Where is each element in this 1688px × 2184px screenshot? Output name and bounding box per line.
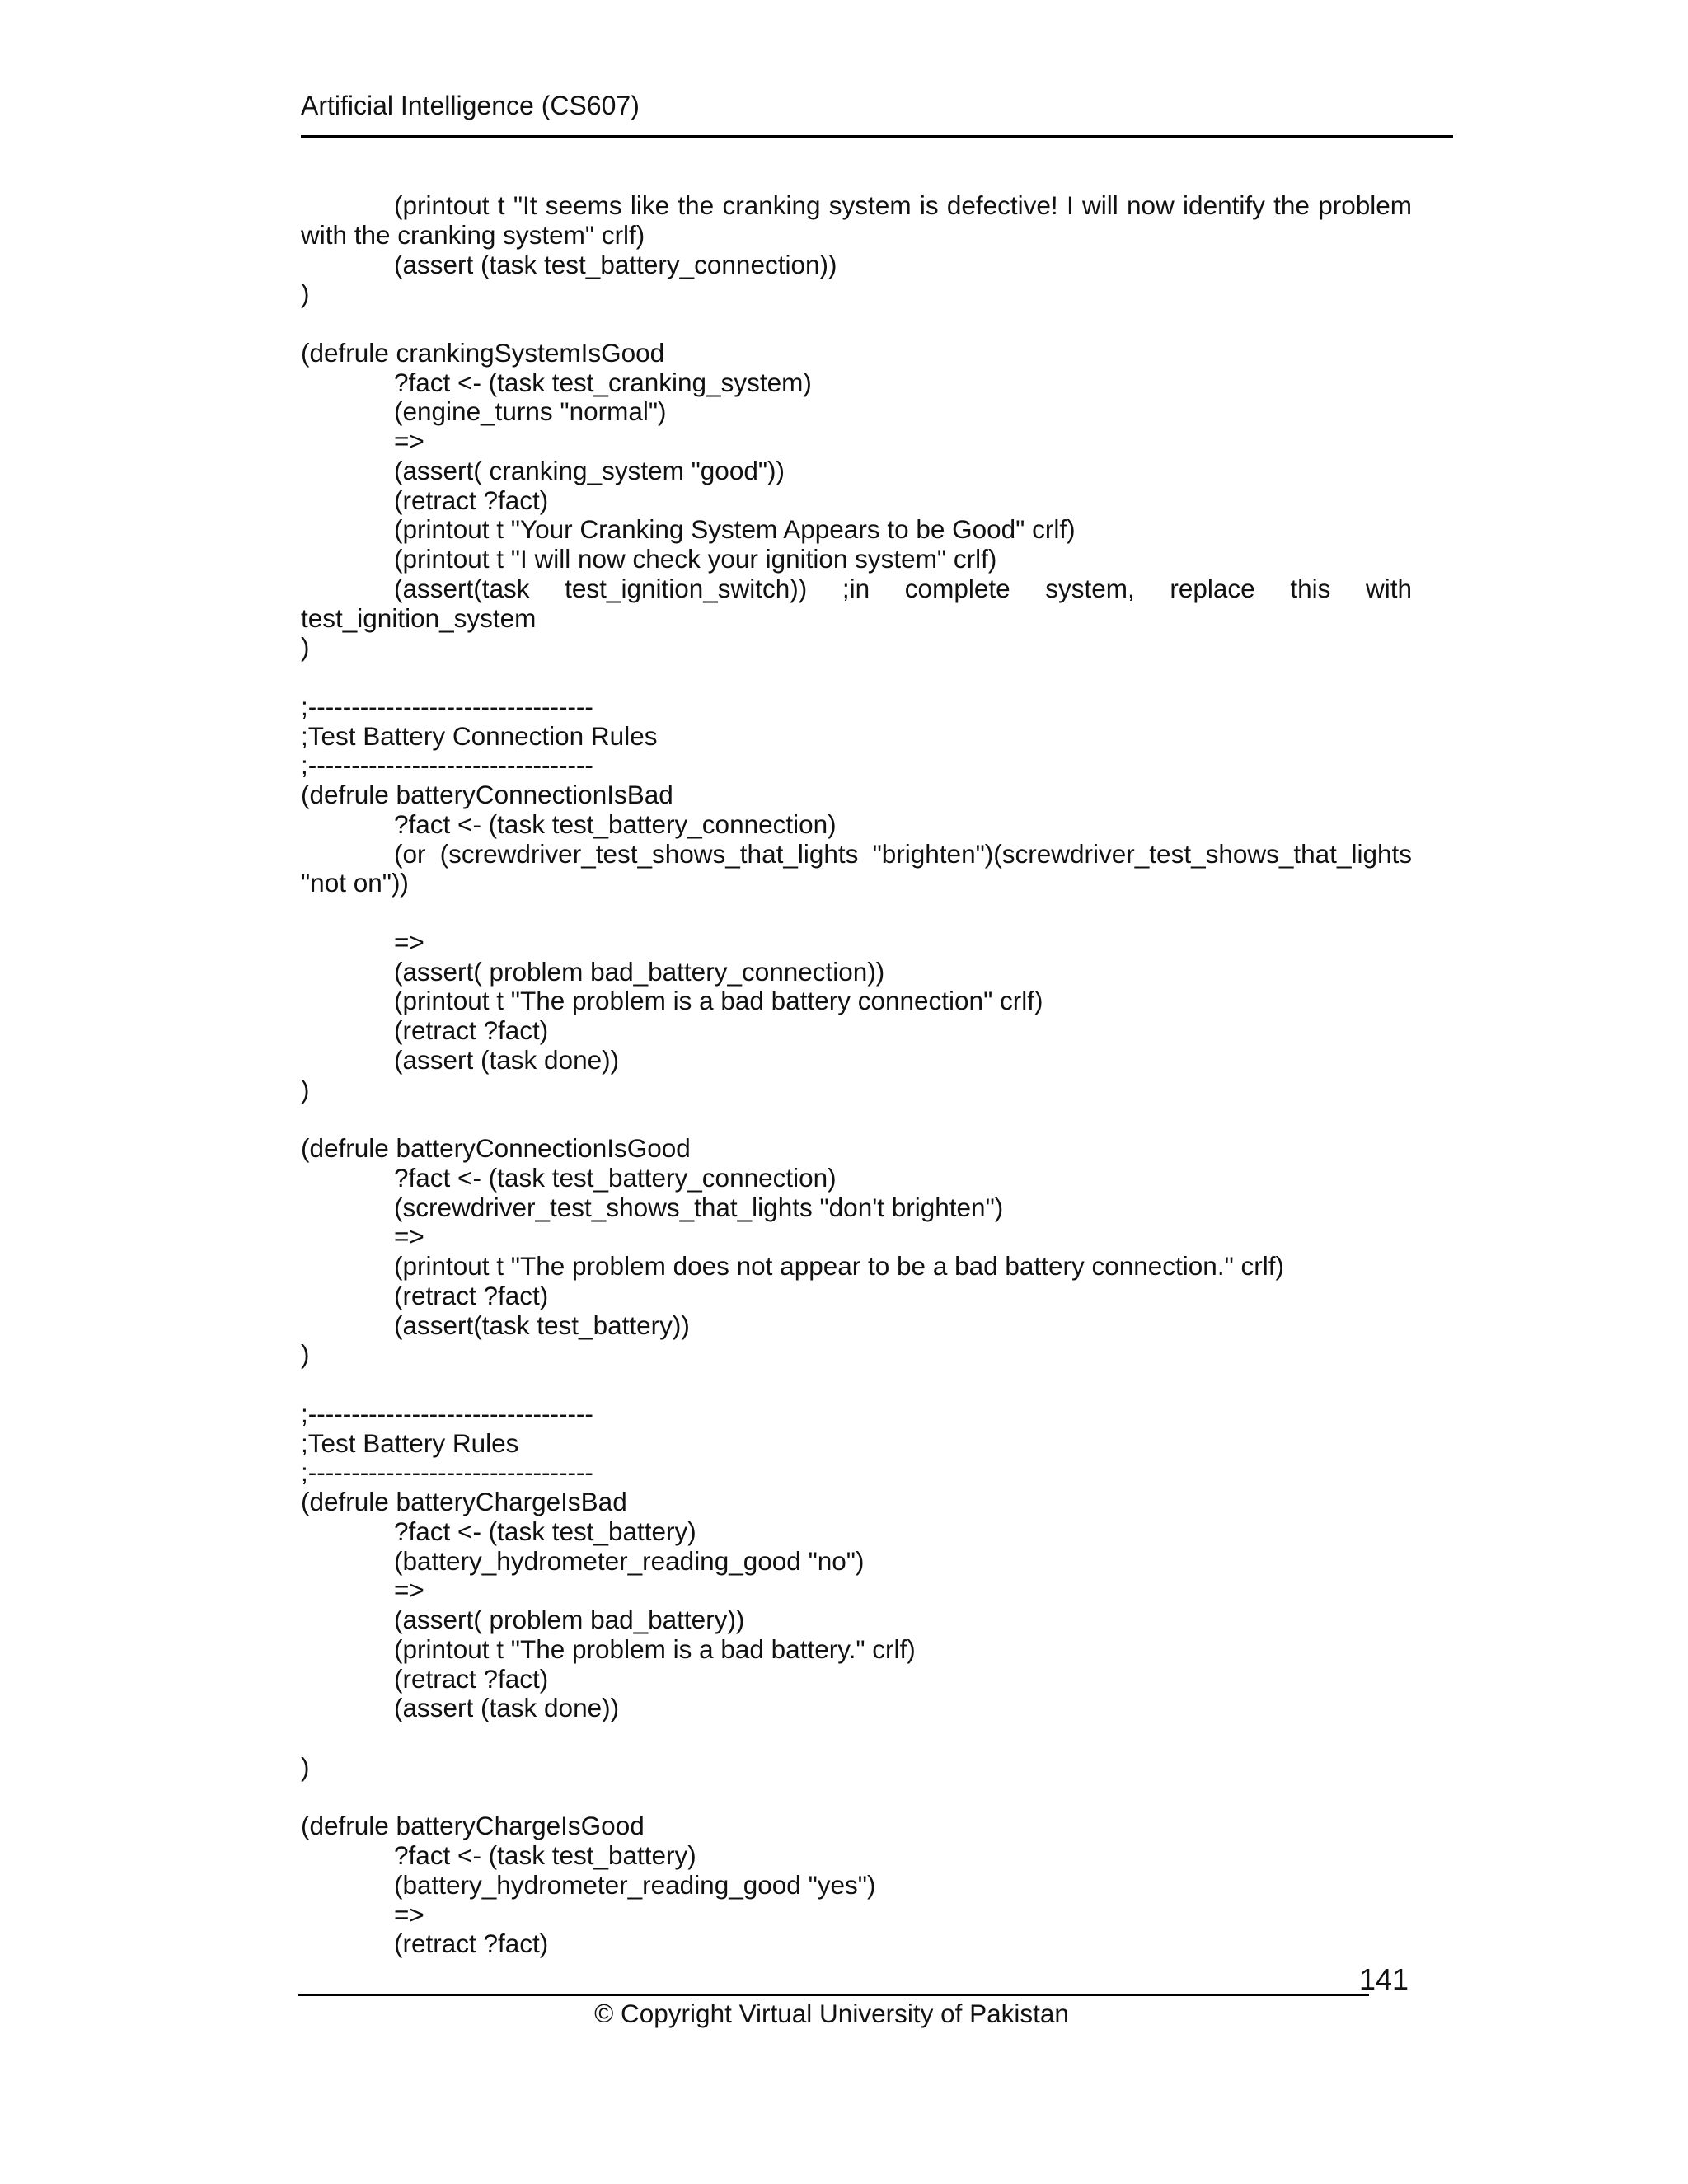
- code-line: ?fact <- (task test_battery): [394, 1840, 696, 1870]
- code-line: test_ignition_system: [301, 602, 537, 633]
- code-line: [301, 1370, 1412, 1399]
- code-line: (or (screwdriver_test_shows_that_lights "brighten")(screwdriver_test_shows_that_lights: [394, 838, 1412, 869]
- code-line: =>: [394, 1899, 424, 1929]
- code-line: (assert (task test_battery_connection)): [394, 249, 837, 279]
- code-line: ): [301, 632, 310, 663]
- code-line: (assert( problem bad_battery_connection)): [394, 956, 885, 987]
- code-line: (assert( problem bad_battery)): [394, 1605, 745, 1634]
- code-line: (assert (task done)): [394, 1693, 620, 1723]
- code-line: ): [301, 1074, 310, 1104]
- code-line: (printout t "It seems like the cranking system is defective! I will now identify the problem: [394, 190, 1412, 220]
- code-line: (printout t "The problem is a bad battery." crlf): [394, 1633, 916, 1664]
- code-line: [301, 1104, 1412, 1134]
- code-line: ;---------------------------------: [301, 1457, 593, 1488]
- code-line: [301, 898, 1412, 928]
- code-line: [301, 1783, 1412, 1812]
- code-line: (printout t "Your Cranking System Appears to be Good" crlf): [394, 514, 1076, 545]
- page-header-title: Artificial Intelligence (CS607): [301, 91, 640, 120]
- code-line: with the cranking system" crlf): [301, 219, 645, 250]
- code-line: ): [301, 1751, 310, 1782]
- code-line: (retract ?fact): [394, 1663, 549, 1694]
- code-line: (defrule batteryConnectionIsBad: [301, 780, 673, 809]
- code-line: (retract ?fact): [394, 1929, 549, 1959]
- code-line: (engine_turns "normal"): [394, 396, 667, 427]
- code-line: (printout t "The problem does not appear to be a bad battery connection." crlf): [394, 1251, 1284, 1281]
- code-line: (defrule batteryConnectionIsGood: [301, 1133, 691, 1163]
- code-line: ): [301, 279, 310, 309]
- code-line: (assert( cranking_system "good")): [394, 455, 785, 485]
- clips-code-listing: [301, 191, 1412, 1959]
- code-line: [301, 309, 1412, 339]
- code-line: (battery_hydrometer_reading_good "no"): [394, 1545, 865, 1576]
- code-line: "not on")): [301, 868, 409, 898]
- code-line: ;Test Battery Rules: [301, 1427, 519, 1458]
- code-line: ?fact <- (task test_cranking_system): [394, 367, 812, 397]
- code-line: (assert(task test_battery)): [394, 1310, 690, 1340]
- code-line: ?fact <- (task test_battery): [394, 1516, 696, 1546]
- copyright-notice: © Copyright Virtual University of Pakistan: [594, 1999, 1069, 2028]
- code-line: ;---------------------------------: [301, 691, 593, 721]
- code-line: ?fact <- (task test_battery_connection): [394, 808, 837, 839]
- code-line: =>: [394, 426, 424, 456]
- code-line: (defrule batteryChargeIsGood: [301, 1811, 645, 1841]
- code-line: (defrule crankingSystemIsGood: [301, 337, 665, 368]
- page-number: 141: [1359, 1962, 1409, 1996]
- code-line: (printout t "I will now check your ignition system" crlf): [394, 544, 997, 574]
- code-line: (defrule batteryChargeIsBad: [301, 1487, 627, 1516]
- code-line: (assert (task done)): [394, 1044, 620, 1075]
- code-line: (assert(task test_ignition_switch)) ;in complete system, replace this with: [394, 573, 1412, 603]
- code-line: (printout t "The problem is a bad battery connection" crlf): [394, 986, 1043, 1016]
- code-line: ;---------------------------------: [301, 1398, 593, 1428]
- header-divider: [301, 135, 1453, 138]
- code-line: [301, 663, 1412, 692]
- code-line: (retract ?fact): [394, 1015, 549, 1045]
- code-line: ?fact <- (task test_battery_connection): [394, 1162, 837, 1193]
- code-line: =>: [394, 1575, 424, 1605]
- code-line: =>: [394, 1221, 424, 1252]
- footer-divider: [298, 1994, 1369, 1996]
- code-line: ): [301, 1339, 310, 1370]
- code-line: (retract ?fact): [394, 485, 549, 515]
- code-line: ;---------------------------------: [301, 750, 593, 780]
- code-line: ;Test Battery Connection Rules: [301, 720, 658, 751]
- code-line: (retract ?fact): [394, 1280, 549, 1310]
- code-line: (battery_hydrometer_reading_good "yes"): [394, 1869, 876, 1900]
- code-line: [301, 1723, 1412, 1753]
- code-line: =>: [394, 926, 424, 957]
- code-line: (screwdriver_test_shows_that_lights "don't brighten"): [394, 1192, 1004, 1222]
